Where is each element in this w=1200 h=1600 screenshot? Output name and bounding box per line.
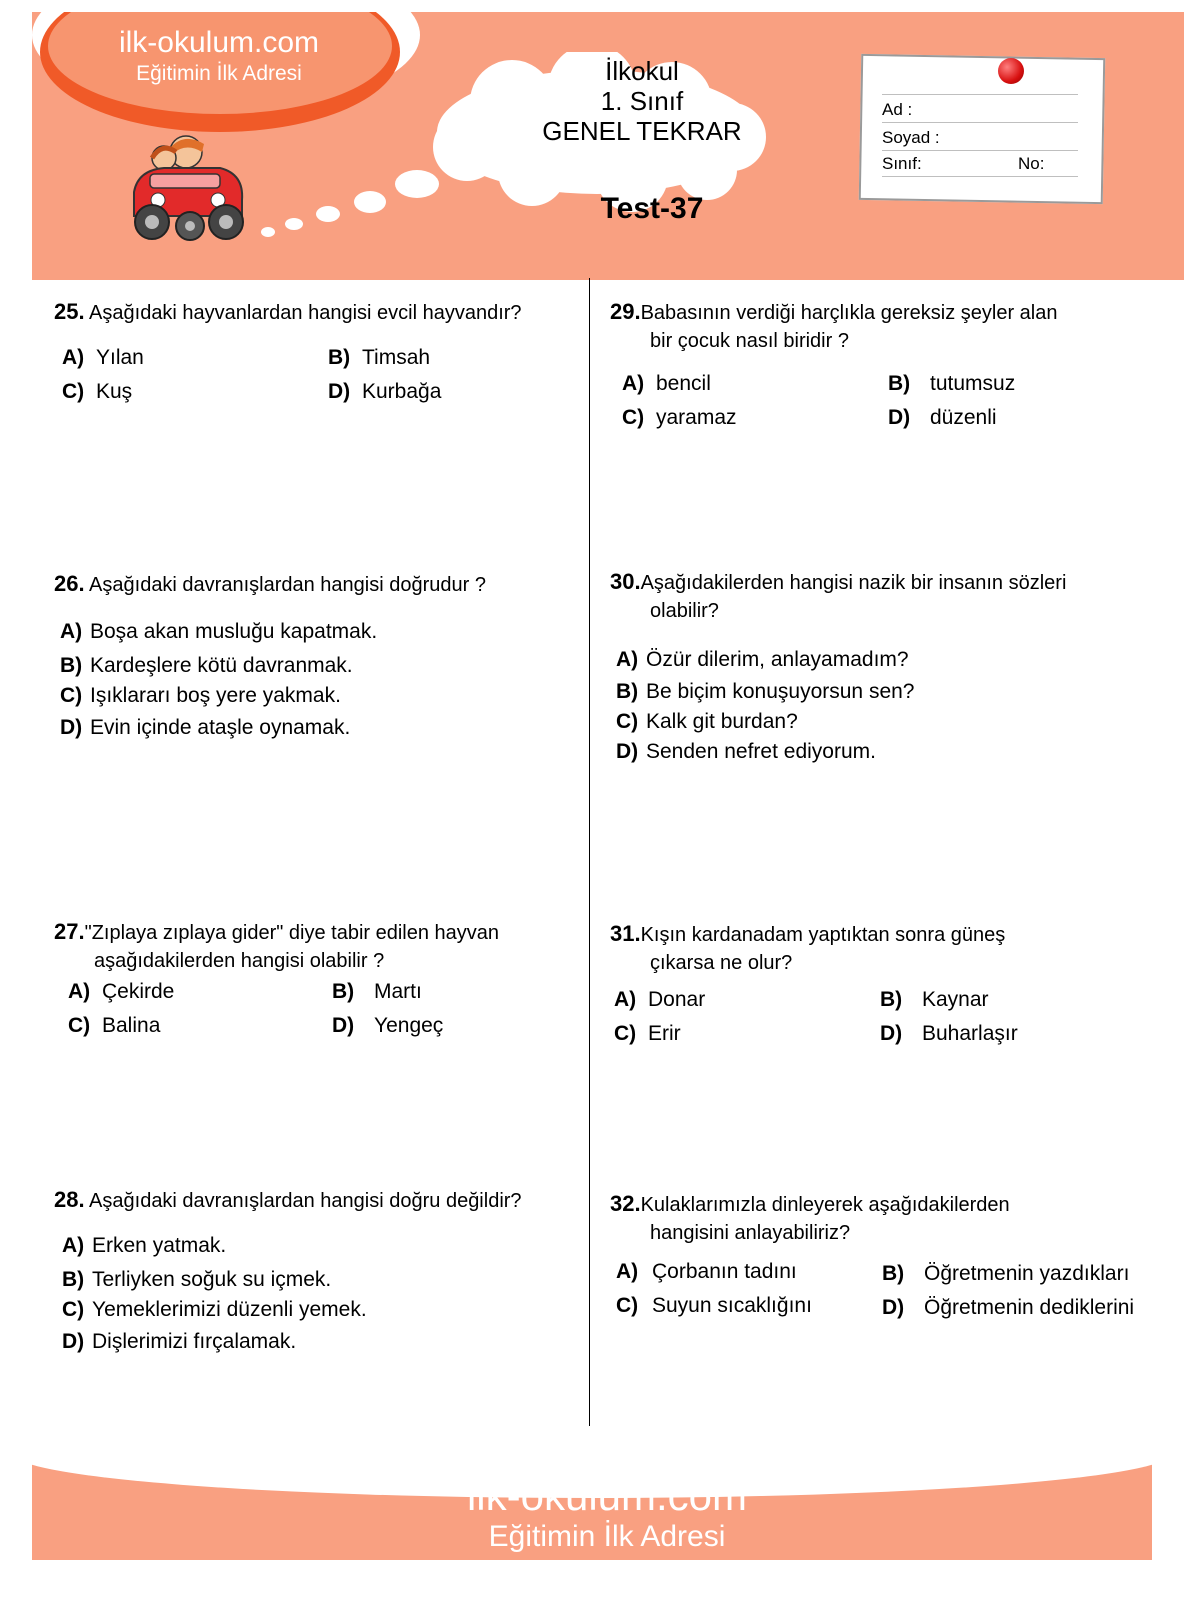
option-a[interactable]: A) Çorbanın tadını <box>616 1260 797 1283</box>
student-info-card <box>860 56 1110 208</box>
option-b[interactable]: B) Kaynar <box>880 988 989 1011</box>
option-a[interactable]: A) Boşa akan musluğu kapatmak. <box>60 620 378 643</box>
option-d[interactable]: D) Kurbağa <box>328 380 442 403</box>
question-text: Aşağıdaki davranışlardan hangisi doğru değildir? <box>89 1190 522 1212</box>
question-number: 28. <box>54 1187 85 1212</box>
option-a[interactable]: A) bencil <box>622 372 711 395</box>
surname-field-label[interactable]: Soyad : <box>882 128 940 147</box>
class-field-label[interactable]: Sınıf: <box>882 154 922 173</box>
option-c[interactable]: C) Erir <box>614 1022 681 1045</box>
column-divider <box>589 278 590 1426</box>
question-26 <box>54 570 486 599</box>
number-field-label[interactable]: No: <box>1018 154 1045 173</box>
question-text: Kışın kardanadam yaptıktan sonra güneş <box>640 924 1006 946</box>
question-number: 25. <box>54 299 85 324</box>
option-c[interactable]: C) Yemeklerimizi düzenli yemek. <box>62 1298 367 1321</box>
review-label: GENEL TEKRAR <box>542 116 742 146</box>
option-c[interactable]: C) Kalk git burdan? <box>616 710 798 733</box>
logo-subtitle: Eğitimin İlk Adresi <box>136 62 302 85</box>
test-title: Test-37 <box>600 192 704 225</box>
question-text: Aşağıdaki davranışlardan hangisi doğrudur ? <box>89 574 486 596</box>
option-d[interactable]: D) Evin içinde ataşle oynamak. <box>60 716 351 739</box>
option-b[interactable]: B) Terliyken soğuk su içmek. <box>62 1268 332 1291</box>
question-number: 32. <box>610 1191 641 1216</box>
question-text: Aşağıdaki hayvanlardan hangisi evcil hayvandır? <box>89 302 522 324</box>
question-text: Kulaklarımızla dinleyerek aşağıdakilerden <box>640 1194 1010 1216</box>
option-d[interactable]: D) Dişlerimizi fırçalamak. <box>62 1330 297 1353</box>
option-a[interactable]: A) Çekirde <box>68 980 175 1003</box>
question-text-line2: çıkarsa ne olur? <box>650 952 793 974</box>
question-text: Babasının verdiği harçlıkla gereksiz şeyler alan <box>640 302 1058 324</box>
option-d[interactable]: D) düzenli <box>888 406 997 429</box>
question-28 <box>54 1186 522 1215</box>
option-c[interactable]: C) Suyun sıcaklığını <box>616 1294 812 1317</box>
logo-title[interactable]: ilk-okulum.com <box>118 26 320 59</box>
question-number: 31. <box>610 921 641 946</box>
option-d[interactable]: D) Öğretmenin dediklerini <box>882 1296 1135 1319</box>
question-27 <box>54 918 499 975</box>
option-a[interactable]: A) Özür dilerim, anlayamadım? <box>616 648 909 671</box>
question-number: 27. <box>54 919 85 944</box>
option-d[interactable]: D) Buharlaşır <box>880 1022 1018 1045</box>
option-d[interactable]: D) Senden nefret ediyorum. <box>616 740 876 763</box>
footer-site-title[interactable]: ilk-okulum.com <box>466 1472 748 1519</box>
question-text-line2: olabilir? <box>650 600 719 622</box>
question-30 <box>610 568 1066 625</box>
option-b[interactable]: B) Kardeşlere kötü davranmak. <box>60 654 353 677</box>
question-32 <box>610 1190 1010 1247</box>
option-b[interactable]: B) Timsah <box>328 346 431 369</box>
question-number: 30. <box>610 569 641 594</box>
option-d[interactable]: D) Yengeç <box>332 1014 444 1037</box>
footer-banner <box>32 1448 1152 1560</box>
question-number: 26. <box>54 571 85 596</box>
option-c[interactable]: C) yaramaz <box>622 406 737 429</box>
option-b[interactable]: B) Öğretmenin yazdıkları <box>882 1262 1130 1285</box>
question-number: 29. <box>610 299 641 324</box>
question-text: "Zıplaya zıplaya gider" diye tabir edilen hayvan <box>84 922 500 944</box>
option-c[interactable]: C) Kuş <box>62 380 133 403</box>
option-b[interactable]: B) tutumsuz <box>888 372 1016 395</box>
question-text-line2: hangisini anlayabiliriz? <box>650 1222 851 1244</box>
footer-subtitle: Eğitimin İlk Adresi <box>488 1520 726 1553</box>
question-text-line2: bir çocuk nasıl biridir ? <box>650 330 849 352</box>
option-c[interactable]: C) Balina <box>68 1014 161 1037</box>
option-a[interactable]: A) Erken yatmak. <box>62 1234 227 1257</box>
question-29 <box>610 298 1057 355</box>
question-25 <box>54 298 522 327</box>
question-31 <box>610 920 1005 977</box>
header-banner <box>32 12 1184 280</box>
option-b[interactable]: B) Be biçim konuşuyorsun sen? <box>616 680 915 703</box>
grade-label: İlkokul <box>605 56 679 86</box>
option-a[interactable]: A) Donar <box>614 988 706 1011</box>
option-b[interactable]: B) Martı <box>332 980 422 1003</box>
cartoon-car-icon <box>124 130 254 250</box>
question-text-line2: aşağıdakilerden hangisi olabilir ? <box>94 950 385 972</box>
option-c[interactable]: C) Işıklararı boş yere yakmak. <box>60 684 341 707</box>
name-field-label[interactable]: Ad : <box>882 100 913 119</box>
question-text: Aşağıdakilerden hangisi nazik bir insanın sözleri <box>640 572 1067 594</box>
class-label: 1. Sınıf <box>600 86 684 116</box>
push-pin-icon <box>998 58 1024 84</box>
option-a[interactable]: A) Yılan <box>62 346 144 369</box>
